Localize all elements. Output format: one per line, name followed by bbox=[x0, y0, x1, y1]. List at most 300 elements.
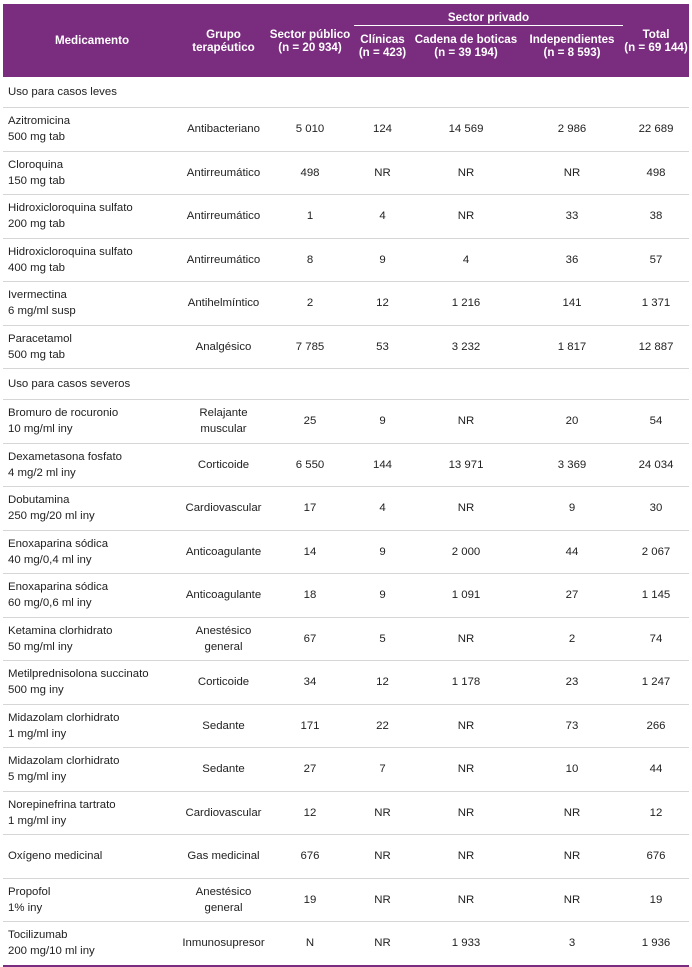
header-grupo-terapeutico: Grupo terapéutico bbox=[181, 4, 266, 77]
table-row bbox=[3, 617, 689, 661]
value-clinicas bbox=[354, 530, 411, 574]
medication-name-text: 400 mg tab bbox=[8, 261, 65, 274]
value-clinicas-text: 7 bbox=[379, 763, 386, 776]
value-independientes-text: 141 bbox=[562, 297, 582, 310]
value-clinicas bbox=[354, 661, 411, 705]
medication-name-text: 500 mg iny bbox=[8, 684, 64, 697]
value-clinicas-text: 22 bbox=[376, 719, 389, 732]
medication-name bbox=[3, 325, 181, 369]
value-clinicas bbox=[354, 325, 411, 369]
sector-privado-divider bbox=[354, 25, 623, 26]
medication-name-text: 250 mg/20 ml iny bbox=[8, 510, 95, 523]
medications-table bbox=[3, 4, 689, 967]
value-clinicas bbox=[354, 238, 411, 282]
value-cadena-boticas bbox=[411, 791, 521, 835]
table-row bbox=[3, 574, 689, 618]
value-independientes bbox=[521, 530, 623, 574]
value-total-text: 38 bbox=[649, 210, 663, 223]
section-row bbox=[3, 77, 689, 108]
value-total bbox=[623, 195, 689, 239]
medication-name-text: 200 mg tab bbox=[8, 218, 65, 231]
therapeutic-group-text: general bbox=[204, 901, 243, 914]
therapeutic-group-text: Relajante bbox=[199, 407, 248, 420]
value-clinicas-text: 4 bbox=[379, 210, 386, 223]
medication-name bbox=[3, 108, 181, 152]
therapeutic-group bbox=[181, 791, 266, 835]
value-independientes bbox=[521, 400, 623, 444]
value-cadena-boticas-text: 1 091 bbox=[451, 589, 481, 602]
value-clinicas-text: 9 bbox=[379, 253, 386, 266]
value-independientes bbox=[521, 661, 623, 705]
header-sector-privado: Sector privado bbox=[354, 4, 623, 30]
value-sector-publico bbox=[266, 835, 354, 879]
header-cadena-boticas: Cadena de boticas (n = 39 194) bbox=[411, 30, 521, 77]
value-cadena-boticas bbox=[411, 574, 521, 618]
therapeutic-group bbox=[181, 748, 266, 792]
value-sector-publico-text: 5 010 bbox=[295, 123, 325, 136]
medication-name-text: Propofol bbox=[8, 885, 51, 898]
medication-name-text: Ketamina clorhidrato bbox=[8, 624, 113, 637]
value-clinicas-text: 144 bbox=[372, 458, 392, 471]
value-sector-publico-text: 27 bbox=[303, 763, 317, 776]
table-row bbox=[3, 325, 689, 369]
value-independientes-text: 10 bbox=[565, 763, 579, 776]
value-total bbox=[623, 704, 689, 748]
value-sector-publico bbox=[266, 487, 354, 531]
value-independientes-text: 27 bbox=[565, 589, 579, 602]
therapeutic-group bbox=[181, 530, 266, 574]
medication-name bbox=[3, 748, 181, 792]
therapeutic-group-text: general bbox=[204, 640, 243, 653]
medication-name-text: 10 mg/ml iny bbox=[8, 423, 73, 436]
value-cadena-boticas-text: NR bbox=[457, 166, 475, 179]
value-sector-publico bbox=[266, 238, 354, 282]
medication-name-text: Metilprednisolona succinato bbox=[8, 668, 149, 681]
value-independientes bbox=[521, 238, 623, 282]
value-independientes-text: 23 bbox=[565, 676, 579, 689]
header-total: Total (n = 69 144) bbox=[623, 4, 689, 77]
value-independientes-text: 33 bbox=[565, 210, 579, 223]
value-sector-publico bbox=[266, 325, 354, 369]
medication-name bbox=[3, 282, 181, 326]
medication-name-text: Paracetamol bbox=[8, 332, 72, 345]
therapeutic-group bbox=[181, 878, 266, 922]
table-body bbox=[3, 77, 689, 966]
value-total bbox=[623, 487, 689, 531]
value-total-text: 54 bbox=[649, 415, 663, 428]
value-sector-publico-text: 17 bbox=[303, 502, 317, 515]
table-header bbox=[3, 4, 689, 77]
value-sector-publico bbox=[266, 617, 354, 661]
therapeutic-group-text: Antirreumático bbox=[186, 166, 261, 179]
header-medicamento: Medicamento bbox=[3, 4, 181, 77]
value-cadena-boticas-text: 2 000 bbox=[451, 545, 481, 558]
value-clinicas bbox=[354, 617, 411, 661]
value-sector-publico bbox=[266, 661, 354, 705]
therapeutic-group bbox=[181, 487, 266, 531]
medication-name bbox=[3, 487, 181, 531]
header-independientes: Independientes (n = 8 593) bbox=[521, 30, 623, 77]
value-sector-publico bbox=[266, 791, 354, 835]
value-total bbox=[623, 617, 689, 661]
value-sector-publico-text: 676 bbox=[300, 850, 320, 863]
value-cadena-boticas bbox=[411, 878, 521, 922]
value-independientes bbox=[521, 108, 623, 152]
value-cadena-boticas-text: 4 bbox=[462, 253, 470, 266]
therapeutic-group-text: Antihelmíntico bbox=[187, 297, 260, 310]
therapeutic-group-text: Antibacteriano bbox=[187, 123, 260, 136]
medication-name bbox=[3, 835, 181, 879]
therapeutic-group-text: Cardiovascular bbox=[185, 502, 262, 515]
medication-name bbox=[3, 400, 181, 444]
value-sector-publico-text: 2 bbox=[306, 297, 314, 310]
value-total bbox=[623, 922, 689, 966]
therapeutic-group bbox=[181, 282, 266, 326]
value-clinicas bbox=[354, 835, 411, 879]
value-cadena-boticas bbox=[411, 661, 521, 705]
value-cadena-boticas-text: NR bbox=[457, 415, 475, 428]
value-sector-publico bbox=[266, 748, 354, 792]
medication-name-text: 1 mg/ml iny bbox=[8, 727, 67, 740]
value-cadena-boticas-text: NR bbox=[457, 632, 475, 645]
value-cadena-boticas-text: NR bbox=[457, 763, 475, 776]
medication-name-text: 500 mg tab bbox=[8, 131, 65, 144]
medication-name bbox=[3, 922, 181, 966]
value-cadena-boticas bbox=[411, 195, 521, 239]
value-sector-publico bbox=[266, 574, 354, 618]
value-total-text: 676 bbox=[646, 850, 666, 863]
value-cadena-boticas-text: NR bbox=[457, 210, 475, 223]
value-total-text: 24 034 bbox=[638, 458, 674, 471]
value-cadena-boticas-text: NR bbox=[457, 893, 475, 906]
value-independientes bbox=[521, 617, 623, 661]
value-independientes-text: 2 986 bbox=[557, 123, 587, 136]
value-clinicas bbox=[354, 282, 411, 326]
value-independientes bbox=[521, 282, 623, 326]
value-cadena-boticas bbox=[411, 835, 521, 879]
value-total bbox=[623, 108, 689, 152]
table-row bbox=[3, 238, 689, 282]
table-row bbox=[3, 108, 689, 152]
therapeutic-group-text: Anestésico bbox=[195, 624, 252, 637]
value-independientes bbox=[521, 487, 623, 531]
value-sector-publico-text: 7 785 bbox=[295, 340, 325, 353]
section-label: Uso para casos leves bbox=[3, 77, 689, 108]
value-clinicas-text: 9 bbox=[379, 589, 386, 602]
therapeutic-group bbox=[181, 922, 266, 966]
therapeutic-group bbox=[181, 400, 266, 444]
value-sector-publico bbox=[266, 400, 354, 444]
medication-name-text: Norepinefrina tartrato bbox=[8, 798, 116, 811]
value-total-text: 12 bbox=[649, 806, 663, 819]
medication-name-text: 1 mg/ml iny bbox=[8, 814, 67, 827]
value-clinicas-text: NR bbox=[374, 937, 391, 950]
therapeutic-group bbox=[181, 108, 266, 152]
value-total-text: 19 bbox=[649, 893, 663, 906]
value-clinicas-text: NR bbox=[374, 806, 391, 819]
value-total-text: 266 bbox=[646, 719, 666, 732]
therapeutic-group-text: Anticoagulante bbox=[185, 545, 262, 558]
value-independientes-text: NR bbox=[563, 166, 581, 179]
value-sector-publico-text: 171 bbox=[300, 719, 320, 732]
value-total bbox=[623, 530, 689, 574]
value-total-text: 74 bbox=[649, 632, 663, 645]
therapeutic-group bbox=[181, 704, 266, 748]
therapeutic-group-text: Sedante bbox=[202, 763, 245, 776]
medication-name-text: Bromuro de rocuronio bbox=[8, 407, 119, 420]
value-clinicas bbox=[354, 878, 411, 922]
value-cadena-boticas bbox=[411, 400, 521, 444]
value-sector-publico bbox=[266, 704, 354, 748]
value-cadena-boticas-text: NR bbox=[457, 806, 475, 819]
medication-name-text: 6 mg/ml susp bbox=[8, 305, 76, 318]
value-cadena-boticas bbox=[411, 108, 521, 152]
value-sector-publico-text: 6 550 bbox=[295, 458, 325, 471]
header-clinicas: Clínicas (n = 423) bbox=[354, 30, 411, 77]
value-independientes bbox=[521, 748, 623, 792]
value-clinicas-text: 12 bbox=[376, 676, 389, 689]
value-total bbox=[623, 282, 689, 326]
value-clinicas-text: 5 bbox=[379, 632, 386, 645]
value-independientes-text: 73 bbox=[565, 719, 579, 732]
value-total-text: 1 145 bbox=[641, 589, 671, 602]
value-sector-publico bbox=[266, 195, 354, 239]
value-cadena-boticas bbox=[411, 530, 521, 574]
value-total bbox=[623, 835, 689, 879]
table-row bbox=[3, 487, 689, 531]
value-sector-publico bbox=[266, 922, 354, 966]
value-independientes bbox=[521, 878, 623, 922]
value-cadena-boticas-text: 13 971 bbox=[448, 458, 484, 471]
value-independientes-text: 2 bbox=[568, 632, 576, 645]
value-total bbox=[623, 443, 689, 487]
value-cadena-boticas bbox=[411, 325, 521, 369]
value-cadena-boticas bbox=[411, 443, 521, 487]
therapeutic-group-text: Inmunosupresor bbox=[182, 937, 265, 950]
value-cadena-boticas bbox=[411, 487, 521, 531]
medication-name-text: 5 mg/ml iny bbox=[8, 771, 67, 784]
medication-name-text: 60 mg/0,6 ml iny bbox=[8, 597, 92, 610]
value-sector-publico-text: 1 bbox=[306, 210, 314, 223]
value-independientes-text: 36 bbox=[565, 253, 579, 266]
medication-name bbox=[3, 151, 181, 195]
value-total-text: 498 bbox=[646, 166, 666, 179]
value-clinicas-text: 124 bbox=[372, 123, 392, 136]
section-row bbox=[3, 369, 689, 400]
value-clinicas-text: NR bbox=[374, 893, 391, 906]
medication-name-text: Oxígeno medicinal bbox=[8, 850, 103, 863]
value-sector-publico bbox=[266, 151, 354, 195]
medication-name-text: Dobutamina bbox=[8, 494, 70, 507]
value-sector-publico bbox=[266, 282, 354, 326]
medication-name-text: 500 mg tab bbox=[8, 348, 65, 361]
medication-name-text: Tocilizumab bbox=[8, 929, 68, 942]
value-independientes-text: NR bbox=[563, 893, 581, 906]
value-clinicas bbox=[354, 574, 411, 618]
medication-name bbox=[3, 195, 181, 239]
therapeutic-group-text: Cardiovascular bbox=[185, 806, 262, 819]
value-independientes-text: 44 bbox=[565, 545, 579, 558]
medication-name-text: 150 mg tab bbox=[8, 174, 65, 187]
medication-name-text: 1% iny bbox=[8, 901, 43, 914]
value-sector-publico-text: 12 bbox=[303, 806, 317, 819]
therapeutic-group bbox=[181, 617, 266, 661]
medication-name-text: Cloroquina bbox=[8, 158, 64, 171]
value-sector-publico-text: 18 bbox=[303, 589, 317, 602]
value-sector-publico bbox=[266, 878, 354, 922]
table-row bbox=[3, 530, 689, 574]
table-row bbox=[3, 704, 689, 748]
value-total-text: 1 247 bbox=[641, 676, 671, 689]
value-cadena-boticas bbox=[411, 704, 521, 748]
value-independientes bbox=[521, 922, 623, 966]
value-independientes-text: 9 bbox=[568, 502, 576, 515]
value-total-text: 1 936 bbox=[641, 937, 671, 950]
table-row bbox=[3, 661, 689, 705]
medication-name-text: Azitromicina bbox=[8, 115, 71, 128]
table-row bbox=[3, 791, 689, 835]
value-total bbox=[623, 400, 689, 444]
medication-name-text: Midazolam clorhidrato bbox=[8, 755, 120, 768]
table-row bbox=[3, 195, 689, 239]
medication-name-text: 40 mg/0,4 ml iny bbox=[8, 553, 92, 566]
value-cadena-boticas bbox=[411, 617, 521, 661]
value-sector-publico-text: 14 bbox=[303, 545, 317, 558]
document-page bbox=[0, 4, 692, 958]
value-independientes-text: NR bbox=[563, 850, 581, 863]
therapeutic-group-text: Gas medicinal bbox=[187, 850, 260, 863]
value-independientes-text: 3 369 bbox=[557, 458, 587, 471]
therapeutic-group-text: Antirreumático bbox=[186, 253, 261, 266]
section-label: Uso para casos severos bbox=[3, 369, 689, 400]
therapeutic-group-text: Sedante bbox=[202, 719, 245, 732]
medication-name-text: Ivermectina bbox=[8, 289, 67, 302]
value-total bbox=[623, 238, 689, 282]
medication-name bbox=[3, 661, 181, 705]
value-sector-publico-text: 19 bbox=[303, 893, 317, 906]
value-clinicas bbox=[354, 791, 411, 835]
therapeutic-group-text: muscular bbox=[200, 423, 247, 436]
value-total-text: 12 887 bbox=[638, 340, 674, 353]
medication-name bbox=[3, 878, 181, 922]
table-row bbox=[3, 748, 689, 792]
table-row bbox=[3, 878, 689, 922]
medication-name bbox=[3, 443, 181, 487]
value-clinicas bbox=[354, 400, 411, 444]
value-sector-publico-text: 25 bbox=[303, 415, 317, 428]
value-independientes-text: 20 bbox=[565, 415, 579, 428]
value-cadena-boticas-text: 1 216 bbox=[451, 297, 481, 310]
value-clinicas bbox=[354, 151, 411, 195]
medication-name-text: Enoxaparina sódica bbox=[8, 581, 109, 594]
value-cadena-boticas bbox=[411, 282, 521, 326]
value-independientes bbox=[521, 151, 623, 195]
medication-name-text: Hidroxicloroquina sulfato bbox=[8, 245, 133, 258]
value-sector-publico-text: 67 bbox=[303, 632, 317, 645]
value-clinicas bbox=[354, 108, 411, 152]
therapeutic-group bbox=[181, 574, 266, 618]
value-total bbox=[623, 325, 689, 369]
therapeutic-group bbox=[181, 325, 266, 369]
medication-name bbox=[3, 704, 181, 748]
value-cadena-boticas-text: NR bbox=[457, 850, 475, 863]
value-clinicas bbox=[354, 195, 411, 239]
value-total-text: 57 bbox=[649, 253, 663, 266]
value-cadena-boticas-text: 3 232 bbox=[451, 340, 481, 353]
value-independientes bbox=[521, 704, 623, 748]
table-row bbox=[3, 151, 689, 195]
value-total bbox=[623, 878, 689, 922]
medication-name bbox=[3, 238, 181, 282]
therapeutic-group-text: Corticoide bbox=[197, 458, 250, 471]
medication-name bbox=[3, 791, 181, 835]
header-sector-publico: Sector público (n = 20 934) bbox=[266, 4, 354, 77]
value-clinicas-text: 9 bbox=[379, 415, 386, 428]
medication-name-text: 200 mg/10 ml iny bbox=[8, 945, 95, 958]
value-clinicas bbox=[354, 487, 411, 531]
value-total bbox=[623, 151, 689, 195]
therapeutic-group bbox=[181, 835, 266, 879]
value-clinicas bbox=[354, 704, 411, 748]
therapeutic-group-text: Antirreumático bbox=[186, 210, 261, 223]
value-independientes bbox=[521, 443, 623, 487]
value-cadena-boticas-text: 1 178 bbox=[451, 676, 481, 689]
therapeutic-group bbox=[181, 195, 266, 239]
value-sector-publico-text: 8 bbox=[306, 253, 314, 266]
value-clinicas-text: 9 bbox=[379, 545, 386, 558]
value-sector-publico bbox=[266, 443, 354, 487]
value-independientes bbox=[521, 195, 623, 239]
value-total-text: 2 067 bbox=[641, 545, 671, 558]
value-total-text: 22 689 bbox=[638, 123, 674, 136]
value-sector-publico bbox=[266, 108, 354, 152]
value-clinicas bbox=[354, 443, 411, 487]
value-total-text: 30 bbox=[649, 502, 663, 515]
table-row bbox=[3, 282, 689, 326]
medication-name bbox=[3, 574, 181, 618]
medication-name-text: Midazolam clorhidrato bbox=[8, 711, 120, 724]
therapeutic-group bbox=[181, 238, 266, 282]
value-clinicas bbox=[354, 748, 411, 792]
medication-name bbox=[3, 530, 181, 574]
therapeutic-group-text: Anticoagulante bbox=[185, 589, 262, 602]
table-row bbox=[3, 922, 689, 966]
value-total bbox=[623, 574, 689, 618]
value-total-text: 44 bbox=[649, 763, 663, 776]
medication-name-text: Dexametasona fosfato bbox=[8, 450, 122, 463]
value-independientes-text: 1 817 bbox=[557, 340, 587, 353]
therapeutic-group-text: Anestésico bbox=[195, 885, 252, 898]
value-independientes bbox=[521, 325, 623, 369]
value-independientes bbox=[521, 574, 623, 618]
value-independientes-text: NR bbox=[563, 806, 581, 819]
therapeutic-group bbox=[181, 443, 266, 487]
value-total-text: 1 371 bbox=[641, 297, 671, 310]
table-row bbox=[3, 400, 689, 444]
value-cadena-boticas bbox=[411, 922, 521, 966]
value-cadena-boticas bbox=[411, 151, 521, 195]
value-total bbox=[623, 748, 689, 792]
value-clinicas-text: NR bbox=[374, 850, 391, 863]
table-row bbox=[3, 443, 689, 487]
value-total bbox=[623, 791, 689, 835]
value-independientes bbox=[521, 791, 623, 835]
value-clinicas-text: NR bbox=[374, 166, 391, 179]
medication-name bbox=[3, 617, 181, 661]
value-clinicas-text: 4 bbox=[379, 502, 386, 515]
value-independientes bbox=[521, 835, 623, 879]
value-sector-publico-text: N bbox=[305, 937, 315, 950]
